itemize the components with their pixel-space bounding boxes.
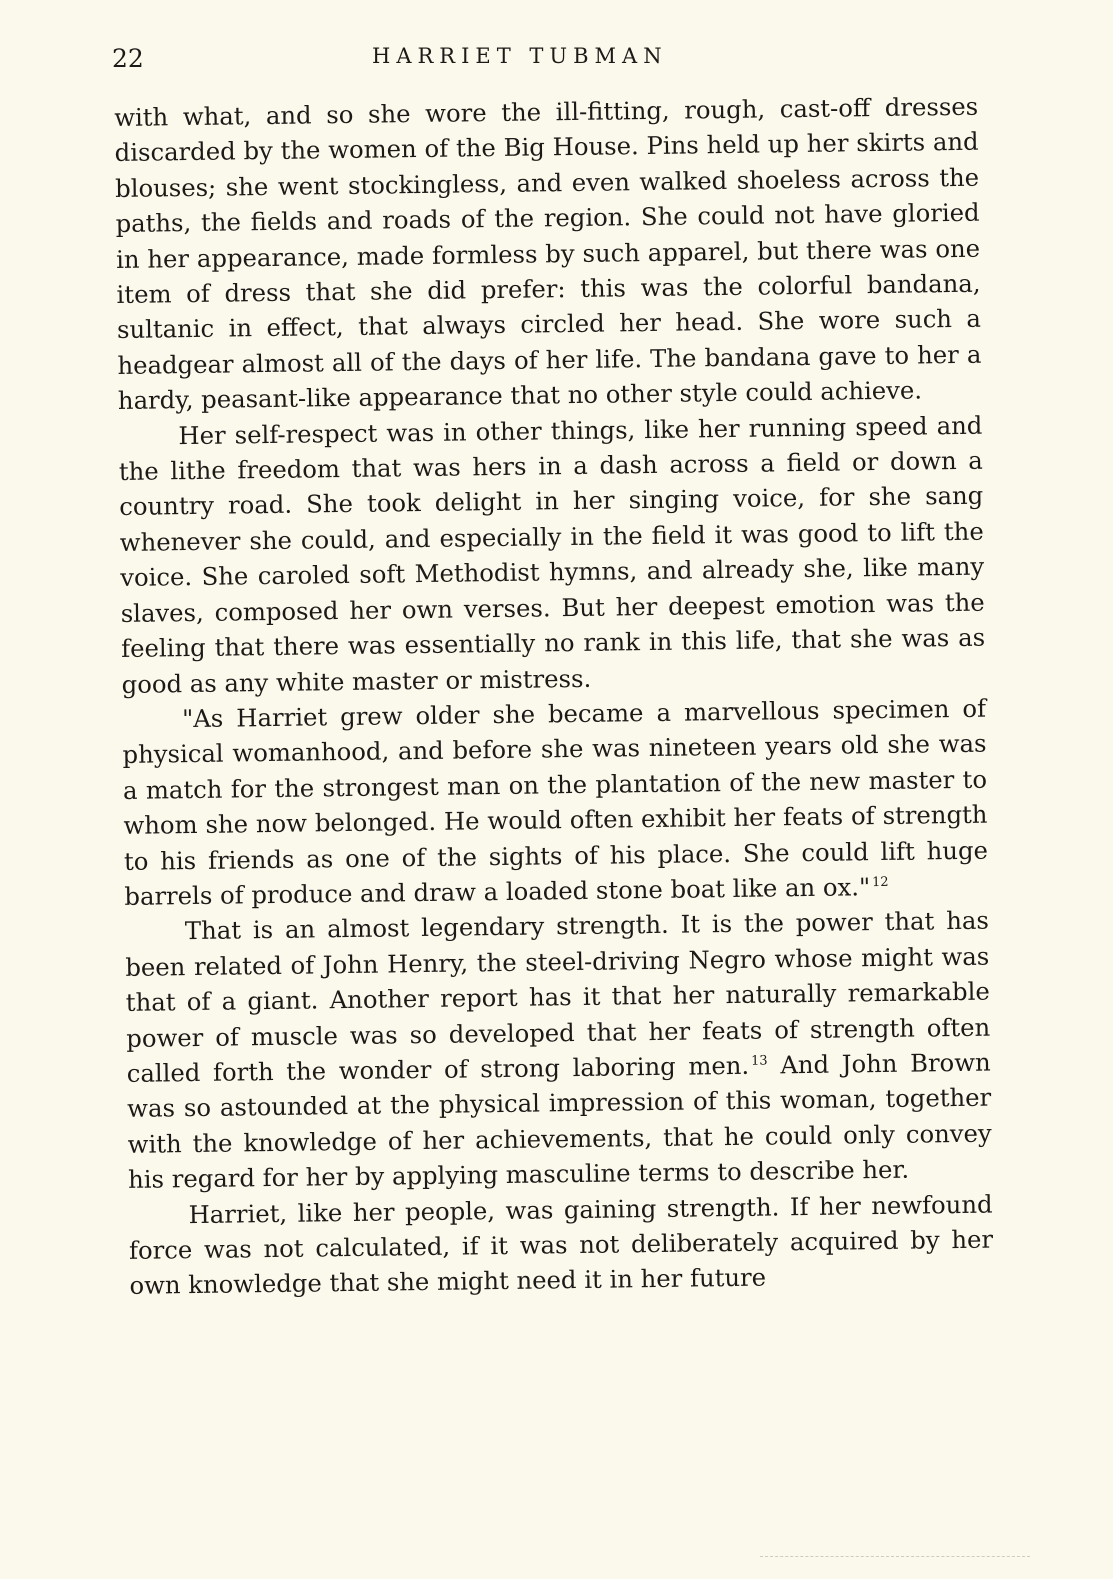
footnote-reference: 12 (871, 874, 889, 890)
scan-edge-mark (760, 1556, 1030, 1557)
paragraph-3 (122, 691, 989, 915)
body-text (114, 89, 994, 1304)
footnote-reference: 13 (750, 1053, 768, 1069)
paragraph-text: That is an almost legendary strength. It is the power that has been related of John Henry, the steel-driving Negro whose might was that of a giant. Another report has it that her naturally remarkable power of muscle was so developed that her feats of strength often called forth the wonder of strong laboring men. (125, 905, 991, 1088)
paragraph-text: "As Harriet grew older she became a marvellous specimen of physical womanhood, and before she was nineteen years old she was a match for the strongest man on the plantation of the new master to whom she now belonged. He would often exhibit her feats of strength to his friends as one of the sights of his place. She could lift huge barrels of produce and draw a loaded stone boat like an ox." (122, 693, 989, 911)
paragraph-2 (118, 407, 986, 702)
page-header (112, 40, 980, 80)
paragraph-1 (114, 89, 982, 419)
paragraph-text-continued: And John Brown was so astounded at the physical impression of this woman, together with the knowledge of her achievements, that he could only convey his regard for her by applying masculine terms to describe her. (127, 1047, 992, 1195)
paragraph-text: Harriet, like her people, was gaining strength. If her newfound force was not calculated, if it was not deliberately acquired by her own knowledge that she might need it in her future (128, 1189, 994, 1301)
page-number: 22 (112, 44, 144, 73)
paragraph-4 (125, 903, 993, 1198)
paragraph-5 (128, 1186, 993, 1304)
paragraph-text: with what, and so she wore the ill-fitting, rough, cast-off dresses discarded by the women of the Big House. Pins held up her skirts and blouses; she went stockingless, and even walked shoeless across the paths, the fields and roads of the region. She could not have gloried in her appearance, made formless by such apparel, but there was one item of dress that she did prefer: this was the colorful bandana, sultanic in effect, that always circled her head. She wore such a headgear almost all of the days of her life. The bandana gave to her a hardy, peasant-like appearance that no other style could achieve. (114, 91, 982, 416)
paragraph-text: Her self-respect was in other things, like her running speed and the lithe freedom that was hers in a dash across a field or down a country road. She took delight in her singing voice, for she sang whenever she could, and especially in the field it was good to lift the voice. She caroled soft Methodist hymns, and already she, like many slaves, composed her own verses. But her deepest emotion was the feeling that there was essentially no rank in this life, that she was as good as any white master or mistress. (118, 410, 986, 699)
running-title: HARRIET TUBMAN (372, 44, 668, 68)
